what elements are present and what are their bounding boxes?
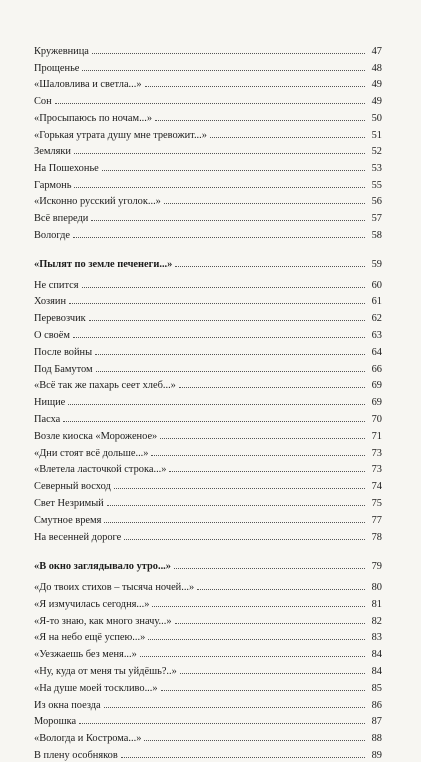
toc-entry-title: «Всё так же пахарь сеет хлеб...» <box>34 380 176 392</box>
toc-entry-title: «Ну, куда от меня ты уйдёшь?..» <box>34 666 177 677</box>
toc-entry-page: 49 <box>371 79 382 91</box>
toc-leader <box>124 539 365 540</box>
toc-entry-title: Гармонь <box>34 179 72 191</box>
toc-entry[interactable] <box>34 715 382 728</box>
toc-entry[interactable] <box>34 413 382 426</box>
toc-section-page: 79 <box>371 561 382 572</box>
toc-entry[interactable] <box>34 396 382 409</box>
toc-entry-title: Возле киоска «Мороженое» <box>34 430 158 442</box>
toc-entry-page: 84 <box>371 649 382 661</box>
toc-leader <box>63 421 365 422</box>
toc-entry[interactable] <box>34 497 382 510</box>
toc-leader <box>175 623 365 624</box>
toc-leader <box>96 371 365 372</box>
toc-entry-title: «Влетела ласточкой строка...» <box>34 464 167 476</box>
toc-entry-title: «Дни стоят всё дольше...» <box>34 447 149 459</box>
toc-entry-page: 48 <box>371 62 382 74</box>
toc-entry-page: 50 <box>371 112 382 124</box>
toc-entry[interactable] <box>34 78 382 91</box>
toc-entry-title: «На душе моей тоскливо...» <box>34 682 158 694</box>
toc-section-heading[interactable] <box>34 258 382 271</box>
toc-leader <box>180 673 365 674</box>
toc-leader <box>174 568 365 569</box>
toc-leader <box>175 266 365 267</box>
toc-entry-title: Кружевница <box>34 46 89 57</box>
toc-entry[interactable] <box>34 447 382 460</box>
toc-entry-page: 70 <box>371 413 382 425</box>
toc-leader <box>155 120 365 121</box>
toc-entry-title: На Пошехонье <box>34 162 99 174</box>
toc-entry-page: 75 <box>371 497 382 509</box>
toc-leader <box>107 505 365 506</box>
toc-leader <box>145 86 365 87</box>
toc-leader <box>121 757 365 758</box>
toc-leader <box>148 639 365 640</box>
toc-entry-title: Свет Незримый <box>34 497 104 509</box>
toc-leader <box>55 103 365 104</box>
toc-entry[interactable] <box>34 179 382 192</box>
toc-entry-page: 49 <box>371 96 382 108</box>
toc-leader <box>69 303 365 304</box>
toc-entry[interactable] <box>34 62 382 75</box>
toc-entry-page: 69 <box>371 397 382 409</box>
toc-entry-page: 66 <box>371 363 382 375</box>
toc-entry-title: Не спится <box>34 279 79 291</box>
toc-entry[interactable] <box>34 463 382 476</box>
toc-section-page: 59 <box>371 258 382 270</box>
toc-entry[interactable] <box>34 749 382 762</box>
toc-leader <box>161 690 365 691</box>
toc-entry[interactable] <box>34 229 382 242</box>
toc-leader <box>92 53 365 54</box>
toc-entry[interactable] <box>34 732 382 745</box>
toc-entry-page: 73 <box>371 447 382 459</box>
toc-entry[interactable] <box>34 45 382 58</box>
toc-entry-page: 51 <box>371 129 382 141</box>
toc-entry-page: 87 <box>371 716 382 728</box>
toc-entry-page: 73 <box>371 464 382 476</box>
toc-entry[interactable] <box>34 346 382 359</box>
toc-section-title: «Пылят по земле печенеги...» <box>34 258 173 270</box>
toc-entry-page: 55 <box>371 179 382 191</box>
toc-entry[interactable] <box>34 129 382 142</box>
toc-entry[interactable] <box>34 145 382 158</box>
toc-entry-page: 53 <box>371 162 382 174</box>
toc-entry[interactable] <box>34 648 382 661</box>
toc-entry-page: 83 <box>371 632 382 644</box>
toc-entry-title: Из окна поезда <box>34 699 101 711</box>
toc-leader <box>169 471 365 472</box>
toc-entry-page: 58 <box>371 229 382 241</box>
toc-entry-title: На весенней дороге <box>34 531 122 543</box>
toc-leader <box>179 387 365 388</box>
toc-entry-title: Сон <box>34 96 52 108</box>
toc-entry-page: 74 <box>371 481 382 493</box>
toc-leader <box>79 723 365 724</box>
toc-entry[interactable] <box>34 598 382 611</box>
toc-entry[interactable] <box>34 95 382 108</box>
toc-entry-page: 69 <box>371 380 382 392</box>
toc-leader <box>102 170 365 171</box>
toc-leader <box>160 438 365 439</box>
toc-entry-title: Хозяин <box>34 296 67 308</box>
toc-entry-title: «До твоих стихов – тысяча ночей...» <box>34 582 195 593</box>
toc-leader <box>89 320 365 321</box>
toc-leader <box>73 237 365 238</box>
toc-entry[interactable] <box>34 665 382 678</box>
toc-entry-title: Нищие <box>34 397 66 409</box>
toc-entry-page: 52 <box>371 146 382 158</box>
toc-entry-title: Вологде <box>34 229 71 241</box>
toc-entry-page: 62 <box>371 313 382 325</box>
toc-leader <box>73 337 365 338</box>
toc-entry-title: Пасха <box>34 413 61 425</box>
toc-entry-title: Прощенье <box>34 62 80 74</box>
toc-entry-title: Морошка <box>34 716 77 728</box>
toc-entry-page: 89 <box>371 750 382 761</box>
toc-entry-title: Под Бамутом <box>34 363 93 375</box>
toc-entry-page: 81 <box>371 598 382 610</box>
toc-entry[interactable] <box>34 514 382 527</box>
toc-entry-page: 84 <box>371 666 382 677</box>
toc-entry[interactable] <box>34 195 382 208</box>
toc-entry[interactable] <box>34 631 382 644</box>
toc-entry-title: «Вологда и Кострома...» <box>34 733 142 745</box>
toc-leader <box>152 606 365 607</box>
toc-leader <box>82 70 365 71</box>
toc-entry-page: 88 <box>371 733 382 745</box>
toc-entry-title: «Уезжаешь без меня...» <box>34 649 137 661</box>
toc-entry[interactable] <box>34 430 382 443</box>
toc-entry[interactable] <box>34 581 382 594</box>
toc-entry[interactable] <box>34 699 382 712</box>
toc-leader <box>82 287 365 288</box>
toc-entry-title: Смутное время <box>34 514 102 526</box>
toc-entry-page: 86 <box>371 699 382 711</box>
toc-leader <box>95 354 365 355</box>
toc-entry[interactable] <box>34 329 382 342</box>
toc-entry-page: 61 <box>371 296 382 308</box>
toc-entry-title: Перевозчик <box>34 313 86 325</box>
toc-entry-title: «Я на небо ещё успею...» <box>34 632 146 644</box>
toc-entry-page: 60 <box>371 279 382 291</box>
toc-entry[interactable] <box>34 295 382 308</box>
toc-entry-page: 80 <box>371 582 382 593</box>
toc-entry-title: «Просыпаюсь по ночам...» <box>34 112 153 124</box>
toc-entry-title: После войны <box>34 346 93 358</box>
toc-leader <box>197 589 365 590</box>
toc-entry-title: Северный восход <box>34 481 111 493</box>
toc-entry-title: «Я измучилась сегодня...» <box>34 598 150 610</box>
toc-entry-page: 47 <box>371 46 382 57</box>
toc-entry-title: «Горькая утрата душу мне тревожит...» <box>34 129 207 141</box>
toc-entry-page: 78 <box>371 531 382 543</box>
toc-leader <box>210 137 365 138</box>
toc-entry[interactable] <box>34 312 382 325</box>
toc-entry-page: 85 <box>371 682 382 694</box>
toc-entry-page: 71 <box>371 430 382 442</box>
toc-leader <box>104 522 365 523</box>
toc-section-title: «В окно заглядывало утро...» <box>34 561 171 572</box>
toc-entry[interactable] <box>34 531 382 544</box>
toc-entry-title: О своём <box>34 329 70 341</box>
toc-entry-page: 63 <box>371 329 382 341</box>
toc-entry[interactable] <box>34 682 382 695</box>
toc-leader <box>74 153 365 154</box>
toc-leader <box>140 656 365 657</box>
toc-entry-title: Земляки <box>34 146 71 158</box>
toc-entry[interactable] <box>34 480 382 493</box>
toc-section-heading[interactable] <box>34 560 382 573</box>
toc-entry[interactable] <box>34 162 382 175</box>
toc-entry-title: Всё впереди <box>34 213 89 224</box>
toc-leader <box>74 187 365 188</box>
toc-entry-page: 64 <box>371 346 382 358</box>
toc-entry[interactable] <box>34 363 382 376</box>
toc-entry-title: «Я-то знаю, как много значу...» <box>34 615 172 627</box>
toc-entry[interactable] <box>34 112 382 125</box>
toc-entry-page: 77 <box>371 514 382 526</box>
toc-leader <box>91 220 365 221</box>
toc-entry-page: 82 <box>371 615 382 627</box>
toc-entry-title: «Исконно русский уголок...» <box>34 196 161 208</box>
toc-entry[interactable] <box>34 615 382 628</box>
toc-leader <box>144 740 365 741</box>
toc-leader <box>114 488 365 489</box>
toc-entry[interactable] <box>34 279 382 292</box>
toc-entry-page: 57 <box>371 213 382 224</box>
toc-leader <box>104 707 365 708</box>
toc-leader <box>151 455 365 456</box>
toc-entry[interactable] <box>34 379 382 392</box>
toc-entry-title: «Шаловлива и светла...» <box>34 79 142 91</box>
toc-entry[interactable] <box>34 212 382 225</box>
toc-entry-title: В плену особняков <box>34 750 118 761</box>
toc-leader <box>164 203 365 204</box>
toc-leader <box>68 404 365 405</box>
toc-entry-page: 56 <box>371 196 382 208</box>
